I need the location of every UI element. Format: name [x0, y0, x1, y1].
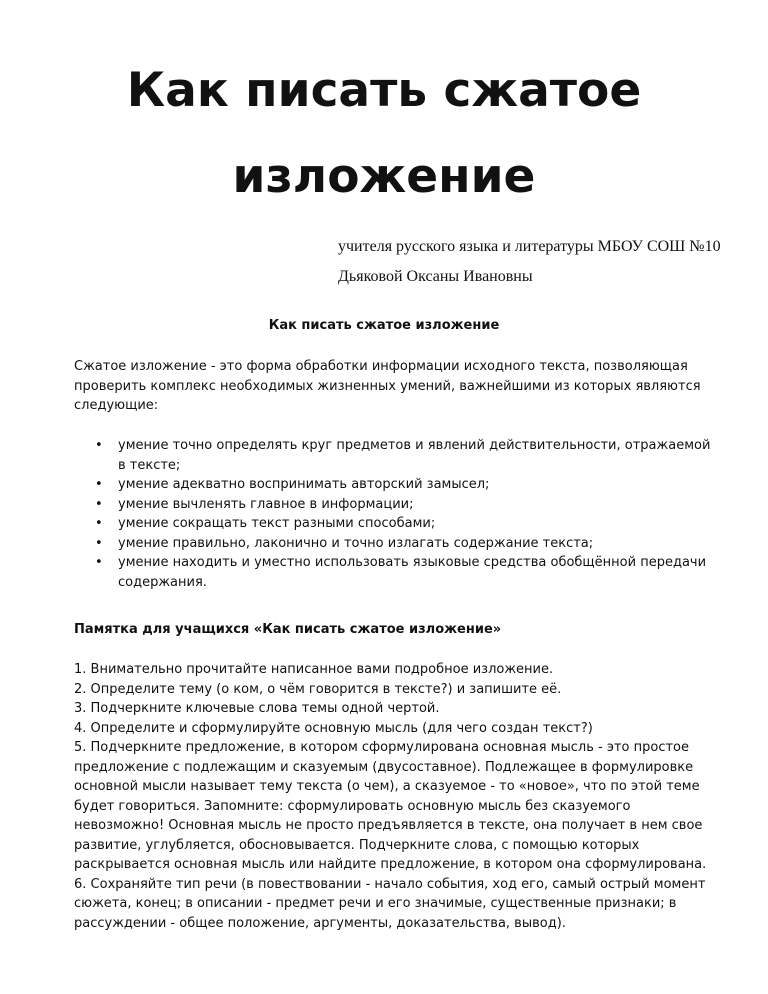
step-item: 2. Определите тему (о ком, о чём говорится в тексте?) и запишите её.: [74, 681, 562, 697]
document-title: [0, 48, 768, 220]
memo-heading: Памятка для учащихся «Как писать сжатое изложение»: [74, 622, 502, 637]
step-item: 4. Определите и сформулируйте основную мысль (для чего создан текст?): [74, 720, 593, 736]
skills-list-item: • умение сокращать текст разными способами;: [74, 514, 714, 534]
skills-list: [74, 436, 714, 592]
steps-list: [74, 660, 714, 933]
author-position: учителя русского языка и литературы МБОУ СОШ №10: [338, 238, 721, 255]
author-name: Дьяковой Оксаны Ивановны: [338, 268, 533, 285]
skills-list-item: • умение находить и уместно использовать языковые средства обобщённой передачи содержания.: [74, 553, 714, 592]
step-item: 1. Внимательно прочитайте написанное вами подробное изложение.: [74, 662, 554, 677]
title-line-1: Как писать сжатое: [126, 63, 642, 118]
skills-list-item: • умение точно определять круг предметов и явлений действительности, отражаемой в тексте;: [74, 436, 714, 475]
title-line-2: изложение: [232, 149, 536, 204]
intro-paragraph: Сжатое изложение - это форма обработки информации исходного текста, позволяющая проверить комплекс необходимых жизненных умений, важнейшими из которых являются следующие:: [74, 359, 701, 413]
skills-list-item: • умение вычленять главное в информации;: [74, 495, 714, 515]
step-item: 5. Подчеркните предложение, в котором сформулирована основная мысль - это простое предложение с подлежащим и сказуемым (двусоставное). Подлежащее в формулировке основной мысли называет тему текста (о чем), а сказуемое - то «новое», что по этой теме будет говориться. Запомните: сформулировать основную мысль без сказуемого невозможно! Основная мысль не просто предъявляется в тексте, она получает в нем свое развитие, углубляется, обосновывается. Подчеркните слова, с помощью которых раскрывается основная мысль или найдите предложение, в котором она сформулирована.: [74, 740, 707, 872]
skills-list-item: • умение адекватно воспринимать авторский замысел;: [74, 475, 714, 495]
skills-list-item: • умение правильно, лаконично и точно излагать содержание текста;: [74, 534, 714, 554]
section-subtitle: Как писать сжатое изложение: [268, 318, 500, 333]
author-block: [338, 232, 758, 292]
step-item: 6. Сохраняйте тип речи (в повествовании - начало события, ход его, самый острый момент сюжета, конец; в описании - предмет речи и его значимые, существенные признаки; в рассуждении - общее положение, аргументы, доказательства, вывод).: [74, 876, 706, 931]
step-item: 3. Подчеркните ключевые слова темы одной чертой.: [74, 701, 440, 716]
